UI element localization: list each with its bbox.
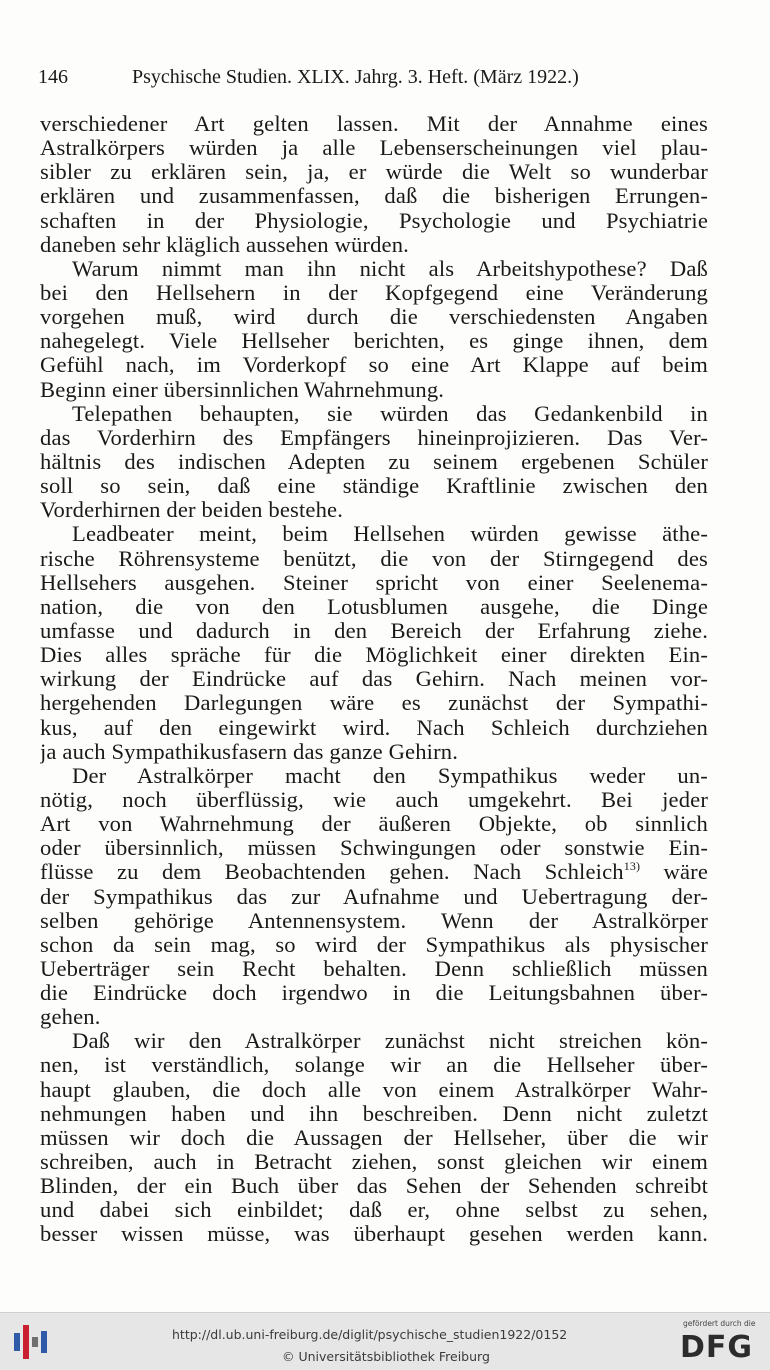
text-line: [40, 1078, 708, 1102]
text-line: [40, 450, 708, 474]
text-line-content: nation, die von den Lotusblumen ausgehe, die Dinge: [40, 594, 708, 619]
text-line-content: besser wissen müsse, was überhaupt gesehen werden kann.: [40, 1222, 708, 1247]
viewer-footer: [0, 1312, 770, 1370]
text-line: [40, 643, 708, 667]
text-line: [40, 1174, 708, 1198]
text-line-content: ja auch Sympathikusfasern das ganze Gehirn.: [40, 739, 459, 764]
text-line-content: flüsse zu dem Beobachtenden gehen. Nach Schleich: [40, 860, 624, 885]
text-line: [40, 1150, 708, 1174]
text-line-content: bei den Hellsehern in der Kopfgegend eine Veränderung: [40, 280, 708, 305]
text-line-content: Dies alles spräche für die Möglichkeit einer direkten Ein-: [40, 643, 708, 668]
text-line-content: Leadbeater meint, beim Hellsehen würden gewisse äthe-: [72, 522, 708, 547]
text-line-content: kus, auf den eingewirkt wird. Nach Schleich durchziehen: [40, 715, 708, 740]
text-line-content: verschiedener Art gelten lassen. Mit der Annahme eines: [40, 112, 708, 136]
text-line-content: nahegelegt. Viele Hellseher berichten, es ginge ihnen, dem: [40, 329, 708, 354]
text-line-content: Daß wir den Astralkörper zunächst nicht streichen kön-: [72, 1029, 708, 1054]
text-line: [40, 740, 708, 764]
text-line: [40, 716, 708, 740]
text-line-content: das Vorderhirn des Empfängers hineinprojizieren. Das Ver-: [40, 425, 708, 450]
text-line-content: vorgehen muß, wird durch die verschiedensten Angaben: [40, 305, 708, 330]
text-line: [40, 305, 708, 329]
library-logo-icon[interactable]: [14, 1325, 50, 1359]
text-line: [40, 184, 708, 208]
footnote-marker: 13): [623, 860, 641, 874]
text-line-content: Art von Wahrnehmung der äußeren Objekte, ob sinnlich: [40, 812, 708, 837]
text-line: [40, 836, 708, 860]
body-text: [40, 112, 708, 1247]
text-line-content: hältnis des indischen Adepten zu seinem ergebenen Schüler: [40, 449, 708, 474]
text-line: [40, 1102, 708, 1126]
text-line: [40, 764, 708, 788]
text-line-content: Gefühl nach, im Vorderkopf so eine Art Klappe auf beim: [40, 353, 708, 378]
text-line-content: und dabei sich einbildet; daß er, ohne selbst zu sehen,: [40, 1198, 708, 1223]
text-line: [40, 812, 708, 836]
text-line-content: schon da sein mag, so wird der Sympathikus als physischer: [40, 932, 708, 957]
text-line-content: Hellsehers ausgehen. Steiner spricht von einer Seelenema-: [40, 570, 708, 595]
text-line-content: erklären und zusammenfassen, daß die bisherigen Errungen-: [40, 184, 708, 209]
text-line-content: gehen.: [40, 1005, 101, 1030]
text-line: [40, 933, 708, 957]
text-line: [40, 233, 708, 257]
text-line-content: selben gehörige Antennensystem. Wenn der Astralkörper: [40, 908, 708, 933]
text-line: [40, 547, 708, 571]
text-line-content: soll so sein, daß eine ständige Kraftlinie zwischen den: [40, 474, 708, 499]
text-line: [40, 474, 708, 498]
text-line-content: daneben sehr kläglich aussehen würden.: [40, 232, 409, 257]
text-line: [40, 160, 708, 184]
text-line-content: Vorderhirnen der beiden bestehe.: [40, 498, 344, 523]
text-line-content: Astralkörpers würden ja alle Lebenserscheinungen viel plau-: [40, 136, 708, 161]
text-line-content: umfasse und dadurch in den Bereich der Erfahrung ziehe.: [40, 618, 708, 643]
copyright-notice: © Universitätsbibliothek Freiburg: [282, 1349, 490, 1364]
text-line: [40, 378, 708, 402]
text-line: [40, 112, 708, 136]
running-head: Psychische Studien. XLIX. Jahrg. 3. Heft. (März 1922.): [132, 66, 579, 88]
text-line-content: oder übersinnlich, müssen Schwingungen oder sonstwie Ein-: [40, 836, 708, 861]
text-line-content: schaften in der Physiologie, Psychologie und Psychiatrie: [40, 208, 708, 233]
text-line: [40, 788, 708, 812]
text-line-content: Blinden, der ein Buch über das Sehen der Sehenden schreibt: [40, 1174, 708, 1199]
text-line-content: der Sympathikus das zur Aufnahme und Uebertragung der-: [40, 884, 708, 909]
text-line: [40, 402, 708, 426]
text-line: [40, 209, 708, 233]
text-line: [40, 595, 708, 619]
text-line: [40, 981, 708, 1005]
text-line-content: Telepathen behaupten, sie würden das Gedankenbild in: [72, 401, 708, 426]
text-line-content: schreiben, auch in Betracht ziehen, sonst gleichen wir einem: [40, 1150, 708, 1175]
text-line: [40, 1005, 708, 1029]
text-line: [40, 885, 708, 909]
text-line: [40, 353, 708, 377]
text-line-content: wäre: [640, 860, 708, 885]
text-line-content: nehmungen haben und ihn beschreiben. Denn nicht zuletzt: [40, 1101, 708, 1126]
text-line-content: sibler zu erklären sein, ja, er würde die Welt so wunderbar: [40, 160, 708, 185]
page-url-link[interactable]: http://dl.ub.uni-freiburg.de/diglit/psychische_studien1922/0152: [172, 1327, 568, 1342]
text-line-content: Warum nimmt man ihn nicht als Arbeitshypothese? Daß: [72, 256, 708, 281]
text-line: [40, 957, 708, 981]
page-number: 146: [38, 66, 68, 88]
text-line: [40, 619, 708, 643]
text-line: [40, 1053, 708, 1077]
text-line: [40, 257, 708, 281]
text-line: [40, 329, 708, 353]
text-line: [40, 522, 708, 546]
text-line: [40, 1029, 708, 1053]
text-line: [40, 909, 708, 933]
text-line-content: Der Astralkörper macht den Sympathikus weder un-: [72, 763, 708, 788]
text-line: [40, 136, 708, 160]
text-line: [40, 281, 708, 305]
text-line: [40, 498, 708, 522]
text-line-content: müssen wir doch die Aussagen der Hellseher, über die wir: [40, 1125, 708, 1150]
dfg-caption: gefördert durch die: [683, 1319, 756, 1328]
text-line: [40, 426, 708, 450]
text-line-content: wirkung der Eindrücke auf das Gehirn. Nach meinen vor-: [40, 667, 708, 692]
text-line-content: Beginn einer übersinnlichen Wahrnehmung.: [40, 377, 445, 402]
text-line-content: nen, ist verständlich, solange wir an die Hellseher über-: [40, 1053, 708, 1078]
text-line-content: Ueberträger sein Recht behalten. Denn schließlich müssen: [40, 956, 708, 981]
text-line: [40, 667, 708, 691]
text-line: [40, 1222, 708, 1246]
page-header: [38, 66, 738, 96]
text-line: [40, 860, 708, 884]
text-line: [40, 1126, 708, 1150]
text-line: [40, 571, 708, 595]
text-line-content: rische Röhrensysteme benützt, die von der Stirngegend des: [40, 546, 708, 571]
text-line-content: nötig, noch überflüssig, wie auch umgekehrt. Bei jeder: [40, 787, 708, 812]
dfg-logo[interactable]: DFG: [680, 1330, 754, 1365]
text-line-content: die Eindrücke doch irgendwo in die Leitungsbahnen über-: [40, 981, 708, 1006]
text-line-content: haupt glauben, die doch alle von einem Astralkörper Wahr-: [40, 1077, 708, 1102]
text-line: [40, 1198, 708, 1222]
text-line: [40, 691, 708, 715]
text-line-content: hergehenden Darlegungen wäre es zunächst der Sympathi-: [40, 691, 708, 716]
